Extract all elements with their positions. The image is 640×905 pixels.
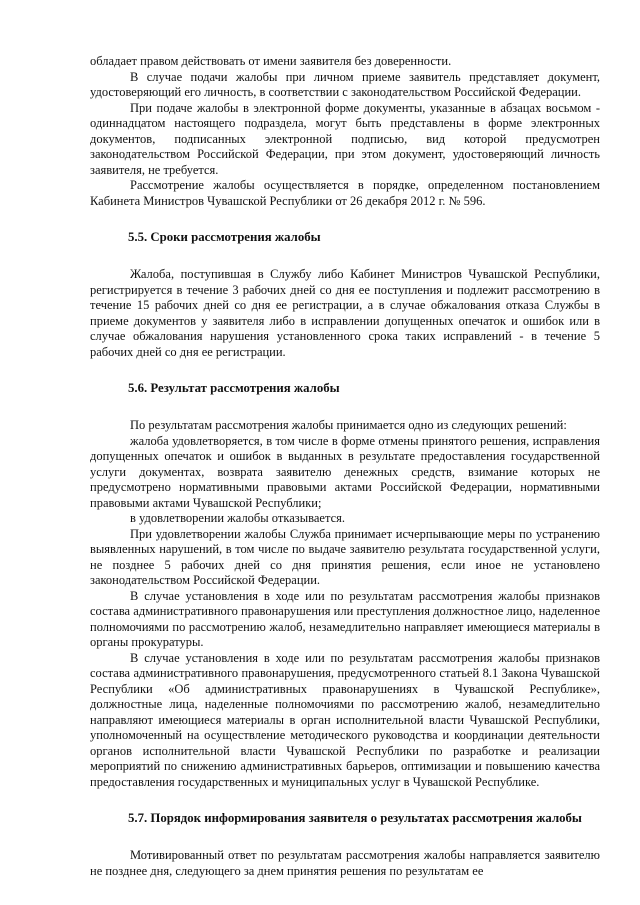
section-5-5-text: Жалоба, поступившая в Службу либо Кабинет Министров Чувашской Республики, регистрируется в течение 3 рабочих дней со дня ее поступления и подлежит рассмотрению в течение 15 рабочих дней со дня ее регистрации, а в случае обжалования отказа Службы в приеме документов у заявителя либо в исправлении допущенных опечаток и ошибок или в случае обжалования нарушения установленного срока таких исправлений - в течение 5 рабочих дней со дня ее регистрации. <box>90 267 600 359</box>
paragraph-personal-reception: В случае подачи жалобы при личном приеме заявитель представляет документ, удостоверяющий его личность, в соответствии с законодательством Российской Федерации. <box>90 69 600 99</box>
section-5-6-prosecution: В случае установления в ходе или по результатам рассмотрения жалобы признаков состава административного правонарушения или преступления должностное лицо, наделенное полномочиями по рассмотрению жалоб, незамедлительно направляет имеющиеся материалы в органы прокуратуры. <box>90 588 600 649</box>
section-5-6-satisfied: жалоба удовлетворяется, в том числе в форме отмены принятого решения, исправления допущенных опечаток и ошибок в выданных в результате предоставления государственной услуги документах, возврата заявителю денежных средств, взимание которых не предусмотрено нормативными правовыми актами Российской Федерации, нормативными правовыми актами Чувашской Республики; <box>90 433 600 510</box>
paragraph-review-procedure: Рассмотрение жалобы осуществляется в порядке, определенном постановлением Кабинета Министров Чувашской Республики от 26 декабря 2012 г. № 596. <box>90 178 600 208</box>
section-5-7-text: Мотивированный ответ по результатам рассмотрения жалобы направляется заявителю не позднее дня, следующего за днем принятия решения по результатам ее <box>90 848 600 878</box>
section-5-5-heading: 5.5. Сроки рассмотрения жалобы <box>128 230 321 244</box>
section-5-6-administrative: В случае установления в ходе или по результатам рассмотрения жалобы признаков состава административного правонарушения, предусмотренного статьей 8.1 Закона Чувашской Республики «Об административных правонарушениях в Чувашской Республике», должностные лица, наделенные полномочиями по рассмотрению жалоб, незамедлительно направляют имеющиеся материалы в орган исполнительной власти Чувашской Республики, уполномоченный на осуществление методического руководства и координации деятельности органов исполнительной власти Чувашской Республики по разработке и реализации мероприятий по снижению административных барьеров, оптимизации и повышению качества предоставления государственных и муниципальных услуг в Чувашской Республике. <box>90 650 600 789</box>
paragraph-continuation: обладает правом действовать от имени заявителя без доверенности. <box>90 54 452 68</box>
section-5-6-intro: По результатам рассмотрения жалобы принимается одно из следующих решений: <box>130 418 567 432</box>
section-5-6-measures: При удовлетворении жалобы Служба принимает исчерпывающие меры по устранению выявленных нарушений, в том числе по выдаче заявителю результата государственной услуги, не позднее 5 рабочих дней со дня принятия решения, если иное не установлено законодательством Российской Федерации. <box>90 526 600 587</box>
section-5-6-refused: в удовлетворении жалобы отказывается. <box>130 511 345 525</box>
paragraph-electronic-submission: При подаче жалобы в электронной форме документы, указанные в абзацах восьмом - одиннадцатом настоящего подраздела, могут быть представлены в форме электронных документов, подписанных электронной подписью, вид которой предусмотрен законодательством Российской Федерации, при этом документ, удостоверяющий личность заявителя, не требуется. <box>90 100 600 177</box>
section-5-6-heading: 5.6. Результат рассмотрения жалобы <box>128 381 340 395</box>
section-5-7-heading: 5.7. Порядок информирования заявителя о результатах рассмотрения жалобы <box>128 811 582 825</box>
